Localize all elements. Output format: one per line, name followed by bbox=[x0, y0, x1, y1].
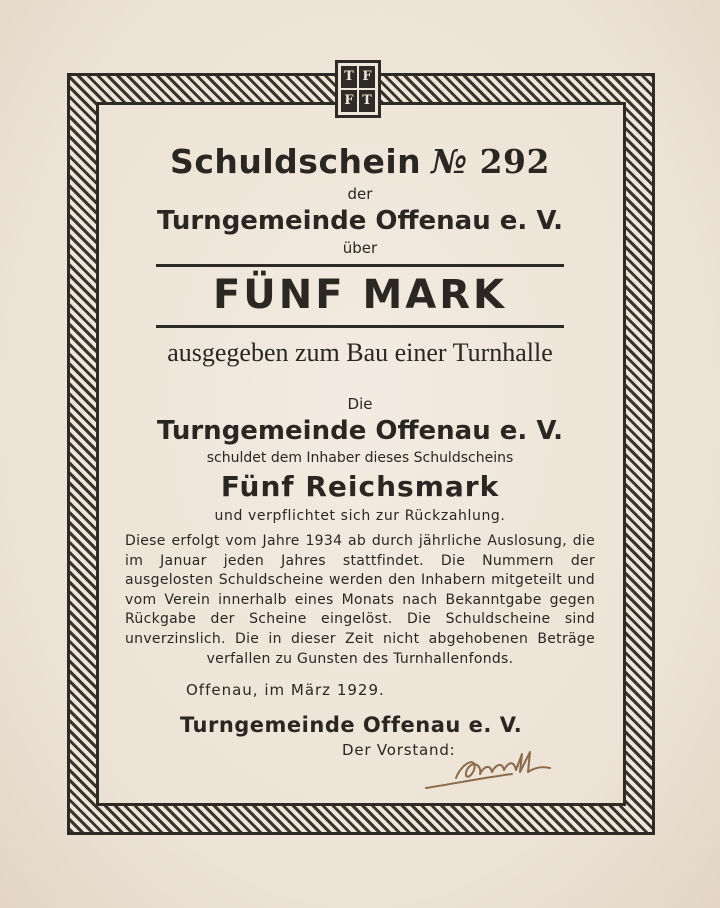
article-der: der bbox=[347, 185, 373, 203]
place-date: Offenau, im März 1929. bbox=[186, 681, 385, 700]
rule-top bbox=[156, 264, 564, 267]
issuer-name: Turngemeinde Offenau e. V. bbox=[156, 206, 564, 236]
purpose-line: ausgegeben zum Bau einer Turnhalle bbox=[167, 338, 553, 367]
emblem-letter: T bbox=[341, 66, 357, 88]
document-content bbox=[110, 140, 610, 759]
emblem-letter: T bbox=[359, 90, 375, 112]
certificate-number: 292 bbox=[479, 142, 550, 181]
number-sign: № bbox=[431, 142, 468, 181]
rule-bottom bbox=[156, 325, 564, 328]
emblem-letter: F bbox=[341, 90, 357, 112]
handwritten-signature bbox=[422, 748, 572, 794]
debtor-name: Turngemeinde Offenau e. V. bbox=[156, 416, 564, 446]
amount-headline: FÜNF MARK bbox=[212, 272, 508, 318]
terms-paragraph: Diese erfolgt vom Jahre 1934 ab durch jährliche Auslosung, die im Januar jeden Jahres stattfindet. Die Nummern der ausgelosten Schuldscheine werden den Inhabern mitgeteilt und vom Verein innerhalb eines Monats nach Bekanntgabe gegen Rückgabe der Scheine eingelöst. Die Schuldscheine sind unverzinslich. Die in dieser Zeit nicht abgehobenen Beträge verfallen zu Gunsten des Turnhallenfonds. bbox=[125, 533, 595, 667]
club-emblem-icon bbox=[335, 60, 381, 118]
signing-organization: Turngemeinde Offenau e. V. bbox=[180, 713, 523, 738]
amount-in-words: Fünf Reichsmark bbox=[220, 470, 500, 503]
article-die: Die bbox=[347, 395, 373, 413]
preposition-ueber: über bbox=[342, 239, 378, 257]
obligation-line: und verpflichtet sich zur Rückzahlung. bbox=[214, 508, 506, 524]
emblem-letter: F bbox=[359, 66, 375, 88]
owes-line: schuldet dem Inhaber dieses Schuldscheins bbox=[206, 450, 514, 466]
title-word: Schuldschein bbox=[170, 142, 422, 181]
board-label: Der Vorstand: bbox=[342, 741, 456, 760]
document-title bbox=[110, 140, 610, 184]
